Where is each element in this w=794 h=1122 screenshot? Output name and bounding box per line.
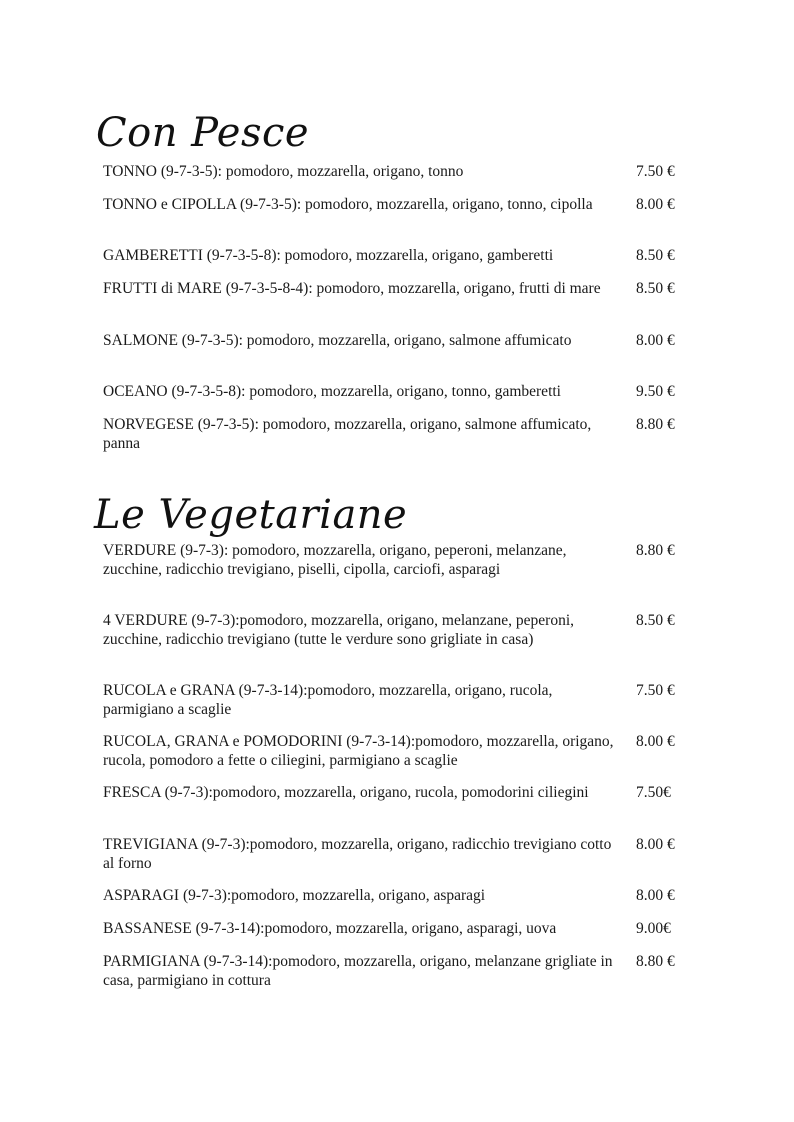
item-price: 7.50 € bbox=[636, 163, 675, 180]
item-description: TONNO e CIPOLLA (9-7-3-5): pomodoro, mozzarella, origano, tonno, cipolla bbox=[103, 196, 593, 213]
item-description: NORVEGESE (9-7-3-5): pomodoro, mozzarella, origano, salmone affumicato, panna bbox=[103, 416, 592, 452]
menu-item bbox=[103, 542, 675, 579]
item-price: 8.00 € bbox=[636, 332, 675, 349]
item-description: RUCOLA, GRANA e POMODORINI (9-7-3-14):pomodoro, mozzarella, origano, rucola, pomodoro a fette o ciliegini, parmigiano a scaglie bbox=[103, 733, 614, 769]
menu-item bbox=[103, 612, 675, 649]
item-price: 7.50 € bbox=[636, 682, 675, 699]
item-description: TREVIGIANA (9-7-3):pomodoro, mozzarella, origano, radicchio trevigiano cotto al forno bbox=[103, 836, 612, 872]
item-description: ASPARAGI (9-7-3):pomodoro, mozzarella, origano, asparagi bbox=[103, 887, 486, 904]
menu-item bbox=[103, 416, 675, 453]
item-description: SALMONE (9-7-3-5): pomodoro, mozzarella, origano, salmone affumicato bbox=[103, 332, 572, 349]
item-price: 8.50 € bbox=[636, 612, 675, 629]
menu-item bbox=[103, 920, 671, 939]
item-price: 8.80 € bbox=[636, 953, 675, 970]
menu-item bbox=[103, 247, 675, 266]
menu-item bbox=[103, 196, 675, 215]
item-description: PARMIGIANA (9-7-3-14):pomodoro, mozzarella, origano, melanzane grigliate in casa, parmigiano in cottura bbox=[103, 953, 613, 989]
section-title: Con Pesce bbox=[96, 110, 310, 156]
item-price: 8.80 € bbox=[636, 542, 675, 559]
menu-item bbox=[103, 836, 675, 873]
item-price: 8.00 € bbox=[636, 733, 675, 750]
item-price: 7.50€ bbox=[636, 784, 671, 801]
item-price: 8.00 € bbox=[636, 836, 675, 853]
item-description: BASSANESE (9-7-3-14):pomodoro, mozzarella, origano, asparagi, uova bbox=[103, 920, 557, 937]
item-description: GAMBERETTI (9-7-3-5-8): pomodoro, mozzarella, origano, gamberetti bbox=[103, 247, 554, 264]
menu-item bbox=[103, 953, 675, 990]
item-price: 8.00 € bbox=[636, 196, 675, 213]
item-price: 8.80 € bbox=[636, 416, 675, 433]
item-price: 9.00€ bbox=[636, 920, 671, 937]
item-description: VERDURE (9-7-3): pomodoro, mozzarella, origano, peperoni, melanzane, zucchine, radicchio trevigiano, piselli, cipolla, carciofi, asparagi bbox=[103, 542, 567, 578]
item-price: 8.00 € bbox=[636, 887, 675, 904]
item-price: 8.50 € bbox=[636, 247, 675, 264]
item-description: TONNO (9-7-3-5): pomodoro, mozzarella, origano, tonno bbox=[103, 163, 464, 180]
menu-item bbox=[103, 733, 675, 770]
menu-item bbox=[103, 383, 675, 402]
menu-item bbox=[103, 682, 675, 719]
item-description: RUCOLA e GRANA (9-7-3-14):pomodoro, mozzarella, origano, rucola, parmigiano a scaglie bbox=[103, 682, 553, 718]
menu-item bbox=[103, 163, 675, 182]
item-description: OCEANO (9-7-3-5-8): pomodoro, mozzarella, origano, tonno, gamberetti bbox=[103, 383, 561, 400]
menu-item bbox=[103, 887, 675, 906]
item-description: FRUTTI di MARE (9-7-3-5-8-4): pomodoro, mozzarella, origano, frutti di mare bbox=[103, 280, 601, 297]
item-price: 9.50 € bbox=[636, 383, 675, 400]
menu-item bbox=[103, 332, 675, 351]
menu-item bbox=[103, 784, 671, 803]
item-description: 4 VERDURE (9-7-3):pomodoro, mozzarella, origano, melanzane, peperoni, zucchine, radicchio trevigiano (tutte le verdure sono grigliate in casa) bbox=[103, 612, 575, 648]
section-title: Le Vegetariane bbox=[94, 492, 408, 538]
item-description: FRESCA (9-7-3):pomodoro, mozzarella, origano, rucola, pomodorini ciliegini bbox=[103, 784, 589, 801]
menu-item bbox=[103, 280, 675, 299]
item-price: 8.50 € bbox=[636, 280, 675, 297]
